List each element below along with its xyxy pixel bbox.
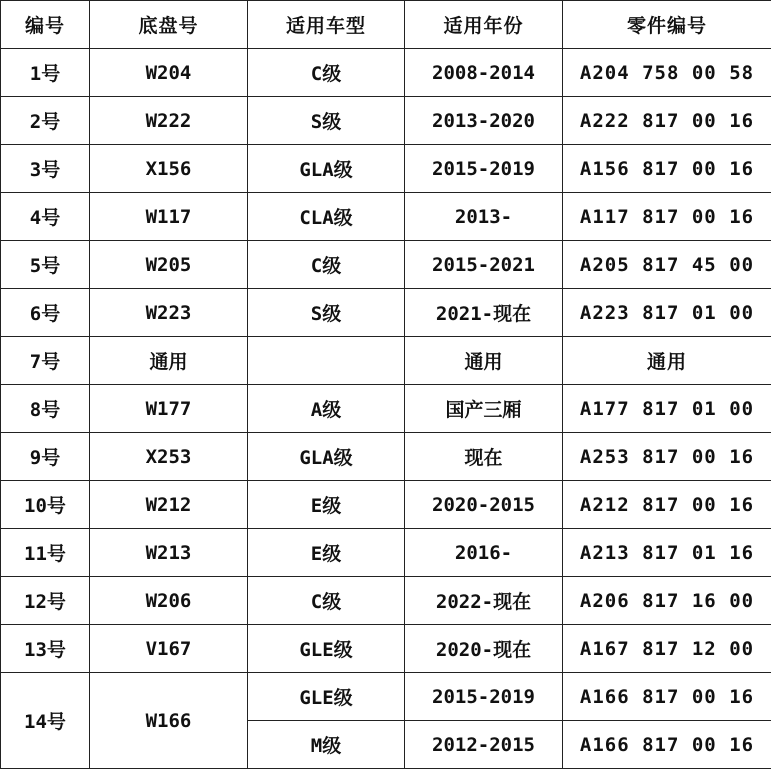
cell-number: 10号 bbox=[1, 481, 90, 529]
cell-chassis: X253 bbox=[90, 433, 248, 481]
cell-number: 1号 bbox=[1, 49, 90, 97]
cell-model: E级 bbox=[248, 481, 405, 529]
cell-number: 9号 bbox=[1, 433, 90, 481]
cell-part-number: A204 758 00 58 bbox=[563, 49, 771, 97]
header-number: 编号 bbox=[1, 1, 90, 49]
cell-years: 2022-现在 bbox=[405, 577, 563, 625]
cell-part-number: A166 817 00 16 bbox=[563, 673, 771, 721]
cell-chassis: W205 bbox=[90, 241, 248, 289]
cell-model: GLE级 bbox=[248, 673, 405, 721]
cell-part-number: A212 817 00 16 bbox=[563, 481, 771, 529]
table-row bbox=[1, 289, 771, 337]
cell-years: 2020-2015 bbox=[405, 481, 563, 529]
cell-model: C级 bbox=[248, 49, 405, 97]
cell-number: 11号 bbox=[1, 529, 90, 577]
cell-years: 2015-2021 bbox=[405, 241, 563, 289]
cell-number: 14号 bbox=[1, 673, 90, 769]
cell-number: 8号 bbox=[1, 385, 90, 433]
cell-part-number: A223 817 01 00 bbox=[563, 289, 771, 337]
cell-part-number: A167 817 12 00 bbox=[563, 625, 771, 673]
table-row bbox=[1, 529, 771, 577]
cell-number: 2号 bbox=[1, 97, 90, 145]
cell-years: 2016- bbox=[405, 529, 563, 577]
header-model: 适用车型 bbox=[248, 1, 405, 49]
table-row bbox=[1, 433, 771, 481]
cell-part-number: A166 817 00 16 bbox=[563, 721, 771, 769]
cell-part-number: A117 817 00 16 bbox=[563, 193, 771, 241]
table-row bbox=[1, 577, 771, 625]
cell-years: 2013-2020 bbox=[405, 97, 563, 145]
cell-model bbox=[248, 337, 405, 385]
cell-chassis: W206 bbox=[90, 577, 248, 625]
table-row bbox=[1, 625, 771, 673]
header-chassis: 底盘号 bbox=[90, 1, 248, 49]
table-row bbox=[1, 97, 771, 145]
cell-years: 2021-现在 bbox=[405, 289, 563, 337]
cell-part-number: A205 817 45 00 bbox=[563, 241, 771, 289]
cell-years: 2008-2014 bbox=[405, 49, 563, 97]
cell-model: C级 bbox=[248, 577, 405, 625]
cell-years: 2012-2015 bbox=[405, 721, 563, 769]
cell-model: E级 bbox=[248, 529, 405, 577]
table-row bbox=[1, 385, 771, 433]
table-row bbox=[1, 193, 771, 241]
table-row bbox=[1, 481, 771, 529]
cell-years: 2015-2019 bbox=[405, 673, 563, 721]
cell-years: 通用 bbox=[405, 337, 563, 385]
cell-chassis: W222 bbox=[90, 97, 248, 145]
cell-number: 5号 bbox=[1, 241, 90, 289]
table-row bbox=[1, 337, 771, 385]
cell-model: M级 bbox=[248, 721, 405, 769]
table-row-merged bbox=[1, 673, 771, 721]
cell-model: GLA级 bbox=[248, 145, 405, 193]
cell-number: 7号 bbox=[1, 337, 90, 385]
header-part-number: 零件编号 bbox=[563, 1, 771, 49]
cell-chassis: 通用 bbox=[90, 337, 248, 385]
cell-years: 国产三厢 bbox=[405, 385, 563, 433]
cell-number: 3号 bbox=[1, 145, 90, 193]
cell-model: GLE级 bbox=[248, 625, 405, 673]
table-row bbox=[1, 49, 771, 97]
cell-years: 2015-2019 bbox=[405, 145, 563, 193]
cell-chassis: W223 bbox=[90, 289, 248, 337]
cell-model: GLA级 bbox=[248, 433, 405, 481]
cell-chassis: W177 bbox=[90, 385, 248, 433]
cell-number: 12号 bbox=[1, 577, 90, 625]
cell-model: CLA级 bbox=[248, 193, 405, 241]
cell-part-number: A222 817 00 16 bbox=[563, 97, 771, 145]
cell-number: 6号 bbox=[1, 289, 90, 337]
cell-chassis: W166 bbox=[90, 673, 248, 769]
cell-part-number: A177 817 01 00 bbox=[563, 385, 771, 433]
header-row bbox=[1, 1, 771, 49]
table-row bbox=[1, 145, 771, 193]
cell-years: 现在 bbox=[405, 433, 563, 481]
cell-part-number: A156 817 00 16 bbox=[563, 145, 771, 193]
cell-chassis: X156 bbox=[90, 145, 248, 193]
cell-model: A级 bbox=[248, 385, 405, 433]
cell-chassis: W204 bbox=[90, 49, 248, 97]
cell-number: 4号 bbox=[1, 193, 90, 241]
cell-model: S级 bbox=[248, 289, 405, 337]
cell-chassis: W213 bbox=[90, 529, 248, 577]
table-row bbox=[1, 241, 771, 289]
cell-years: 2013- bbox=[405, 193, 563, 241]
cell-part-number: A213 817 01 16 bbox=[563, 529, 771, 577]
cell-years: 2020-现在 bbox=[405, 625, 563, 673]
cell-chassis: W117 bbox=[90, 193, 248, 241]
cell-number: 13号 bbox=[1, 625, 90, 673]
cell-part-number: A206 817 16 00 bbox=[563, 577, 771, 625]
cell-chassis: V167 bbox=[90, 625, 248, 673]
cell-model: S级 bbox=[248, 97, 405, 145]
cell-part-number: 通用 bbox=[563, 337, 771, 385]
cell-model: C级 bbox=[248, 241, 405, 289]
cell-part-number: A253 817 00 16 bbox=[563, 433, 771, 481]
cell-chassis: W212 bbox=[90, 481, 248, 529]
header-years: 适用年份 bbox=[405, 1, 563, 49]
